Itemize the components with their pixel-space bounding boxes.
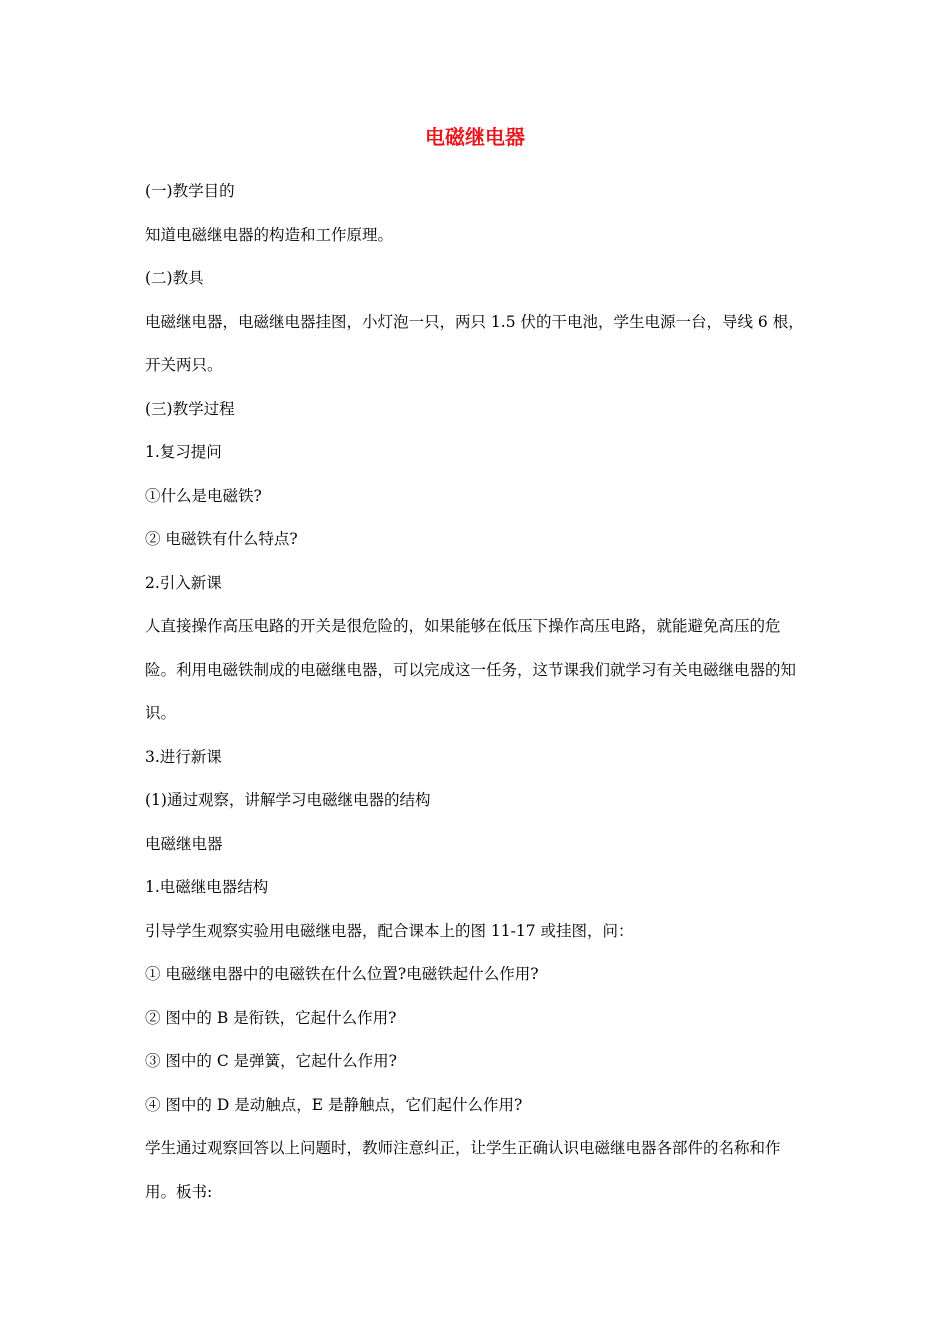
section-heading-teaching-aids: (二)教具 [145, 269, 204, 287]
board-subheading-structure: 1.电磁继电器结构 [145, 878, 269, 896]
paragraph-observation: (1)通过观察，讲解学习电磁继电器的结构 [145, 791, 431, 809]
document-title: 电磁继电器 [425, 125, 525, 149]
structure-question-3: ③ 图中的 C 是弹簧，它起什么作用? [145, 1052, 397, 1070]
paragraph-objectives: 知道电磁继电器的构造和工作原理。 [145, 225, 394, 244]
structure-question-2: ② 图中的 B 是衔铁，它起什么作用? [145, 1008, 397, 1027]
subheading-new-lesson: 3.进行新课 [145, 747, 222, 766]
paragraph-guidance: 引导学生观察实验用电磁继电器，配合课本上的图 11-17 或挂图，问： [145, 921, 634, 940]
paragraph-introduction: 人直接操作高压电路的开关是很危险的，如果能够在低压下操作高压电路，就能避免高压的危险。利用电磁铁制成的电磁继电器，可以完成这一任务，这节课我们就学习有关电磁继电器的知识。 [145, 617, 797, 722]
section-heading-objectives: (一)教学目的 [145, 182, 235, 200]
paragraph-conclusion: 学生通过观察回答以上问题时，教师注意纠正，让学生正确认识电磁继电器各部件的名称和作用。板书: [145, 1139, 781, 1201]
structure-question-4: ④ 图中的 D 是动触点，E 是静触点，它们起什么作用? [145, 1095, 523, 1114]
section-heading-process: (三)教学过程 [145, 399, 235, 418]
subheading-review: 1.复习提问 [145, 443, 222, 461]
subheading-introduction: 2.引入新课 [145, 573, 222, 592]
question-2: ② 电磁铁有什么特点? [145, 530, 298, 548]
paragraph-teaching-aids: 电磁继电器，电磁继电器挂图，小灯泡一只，两只 1.5 伏的干电池，学生电源一台，导线 6 根，开关两只。 [145, 312, 804, 374]
question-1: ①什么是电磁铁? [145, 486, 262, 505]
structure-question-1: ① 电磁继电器中的电磁铁在什么位置?电磁铁起什么作用? [145, 965, 539, 983]
document-body [145, 170, 805, 1214]
board-heading: 电磁继电器 [145, 834, 223, 853]
